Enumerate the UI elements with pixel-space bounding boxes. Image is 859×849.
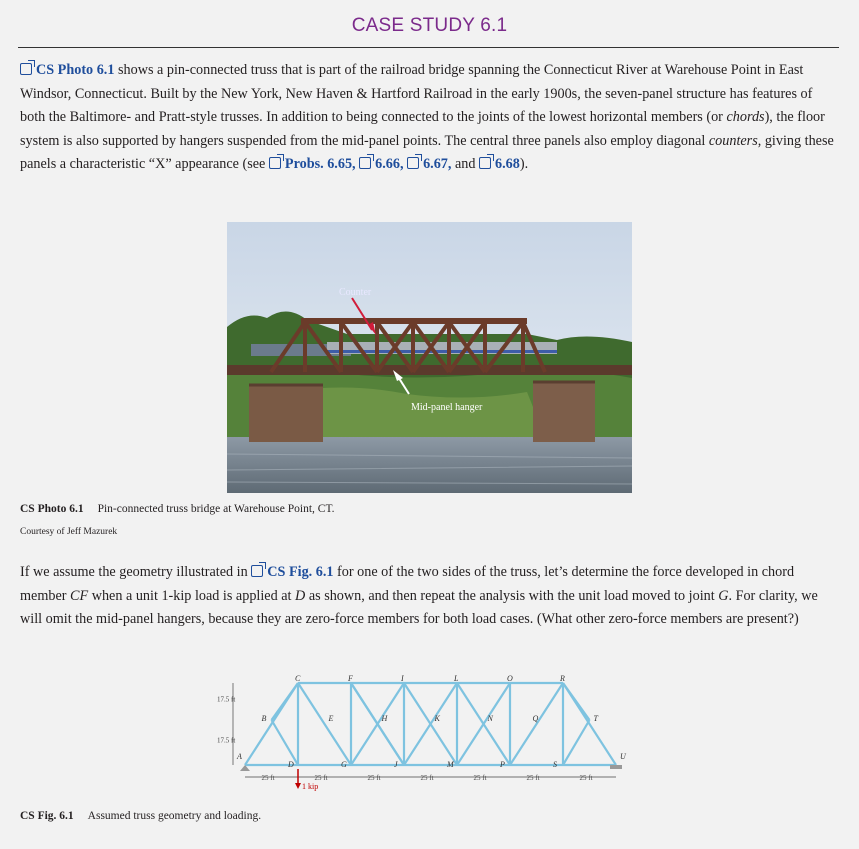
node-label-bottom: U (620, 752, 626, 761)
height-dimension-upper: 17.5 ft (217, 695, 236, 704)
figure-link[interactable]: CS Fig. 6.1 (251, 564, 333, 580)
node-label-bottom: J (394, 760, 398, 769)
external-link-icon (251, 565, 263, 577)
figure-caption: CS Fig. 6.1 Assumed truss geometry and loading. (20, 810, 262, 822)
photo-credit: Courtesy of Jeff Mazurek (20, 527, 118, 537)
prob-668-link[interactable]: 6.68 (479, 156, 520, 172)
node-label-top: R (560, 675, 565, 683)
diagonal-member (298, 683, 351, 765)
node-label-top: O (507, 675, 513, 683)
node-label-bottom: P (500, 760, 505, 769)
mid-panel-hanger-label: Mid-panel hanger (411, 402, 483, 413)
node-label-mid: B (261, 714, 267, 723)
node-label-bottom: S (553, 760, 557, 769)
panel-dimension-label: 25 ft (420, 774, 434, 782)
node-label-bottom: M (447, 760, 454, 769)
node-label-top: L (454, 675, 459, 683)
node-label-mid: N (487, 714, 493, 723)
sub-diagonal (272, 683, 299, 720)
title-rule (18, 47, 839, 48)
node-label-mid: K (434, 714, 440, 723)
panel-dimension-label: 25 ft (473, 774, 487, 782)
photo-caption: CS Photo 6.1 Pin-connected truss bridge at Warehouse Point, CT. (20, 503, 335, 515)
panel-dimension-label: 25 ft (261, 774, 275, 782)
external-link-icon (407, 157, 419, 169)
node-label-mid: Q (532, 714, 539, 723)
node-label-mid: T (593, 714, 598, 723)
node-label-top: I (401, 675, 404, 683)
panel-dimension-label: 25 ft (526, 774, 540, 782)
height-dimension-lower: 17.5 ft (217, 736, 236, 745)
node-label-bottom: A (237, 752, 242, 761)
external-link-icon (269, 157, 281, 169)
panel-dimension-label: 25 ft (314, 774, 328, 782)
node-label-top: C (295, 675, 301, 683)
external-link-icon (359, 157, 371, 169)
node-label-bottom: D (288, 760, 294, 769)
panel-dimension-label: 25 ft (579, 774, 593, 782)
bridge-photo (227, 222, 632, 493)
roller-support (610, 765, 622, 769)
load-arrowhead (295, 783, 301, 789)
node-label-top: F (348, 675, 353, 683)
sub-diagonal (563, 683, 590, 720)
intro-paragraph: CS Photo 6.1 shows a pin-connected truss that is part of the railroad bridge spanning the Connecticut River at Warehouse Point in East Windsor, Connecticut. Built by the New York, New Haven & Hartford Railroad in the early 1900s, the seven-panel structure has features of both the Baltimore- and Pratt-style trusses. In addition to being connected to the joints of the lowest horizontal members (or chords), the floor system is also supported by hangers suspended from the mid-panel points. The central three panels also employ diagonal counters, giving these panels a characteristic “X” appearance (see Probs. 6.65, 6.66, 6.67, and 6.68). (20, 62, 834, 172)
prob-667-link[interactable]: 6.67, (407, 156, 451, 172)
node-label-mid: H (381, 714, 388, 723)
counter-label: Counter (339, 287, 372, 298)
analysis-paragraph: If we assume the geometry illustrated in CS Fig. 6.1 for one of the two sides of the truss, let’s determine the force developed in chord member CF when a unit 1-kip load is applied at D as shown, and then repeat the analysis with the unit load moved to joint G. For clarity, we will omit the mid-panel hangers, because they are zero-force members for both load cases. (What other zero-force members are present?) (20, 564, 818, 627)
photo-link[interactable]: CS Photo 6.1 (20, 62, 114, 78)
case-study-title: CASE STUDY 6.1 (351, 15, 508, 36)
sub-strut (272, 720, 299, 765)
external-link-icon (479, 157, 491, 169)
prob-666-link[interactable]: 6.66, (359, 156, 403, 172)
diagonal-member (510, 683, 563, 765)
truss-figure (215, 675, 645, 800)
external-link-icon (20, 63, 32, 75)
panel-dimension-label: 25 ft (367, 774, 381, 782)
node-label-mid: E (328, 714, 334, 723)
node-label-bottom: G (341, 760, 347, 769)
load-label: 1 kip (302, 782, 319, 791)
sub-strut (563, 720, 590, 765)
probs-link[interactable]: Probs. 6.65, (269, 156, 356, 172)
